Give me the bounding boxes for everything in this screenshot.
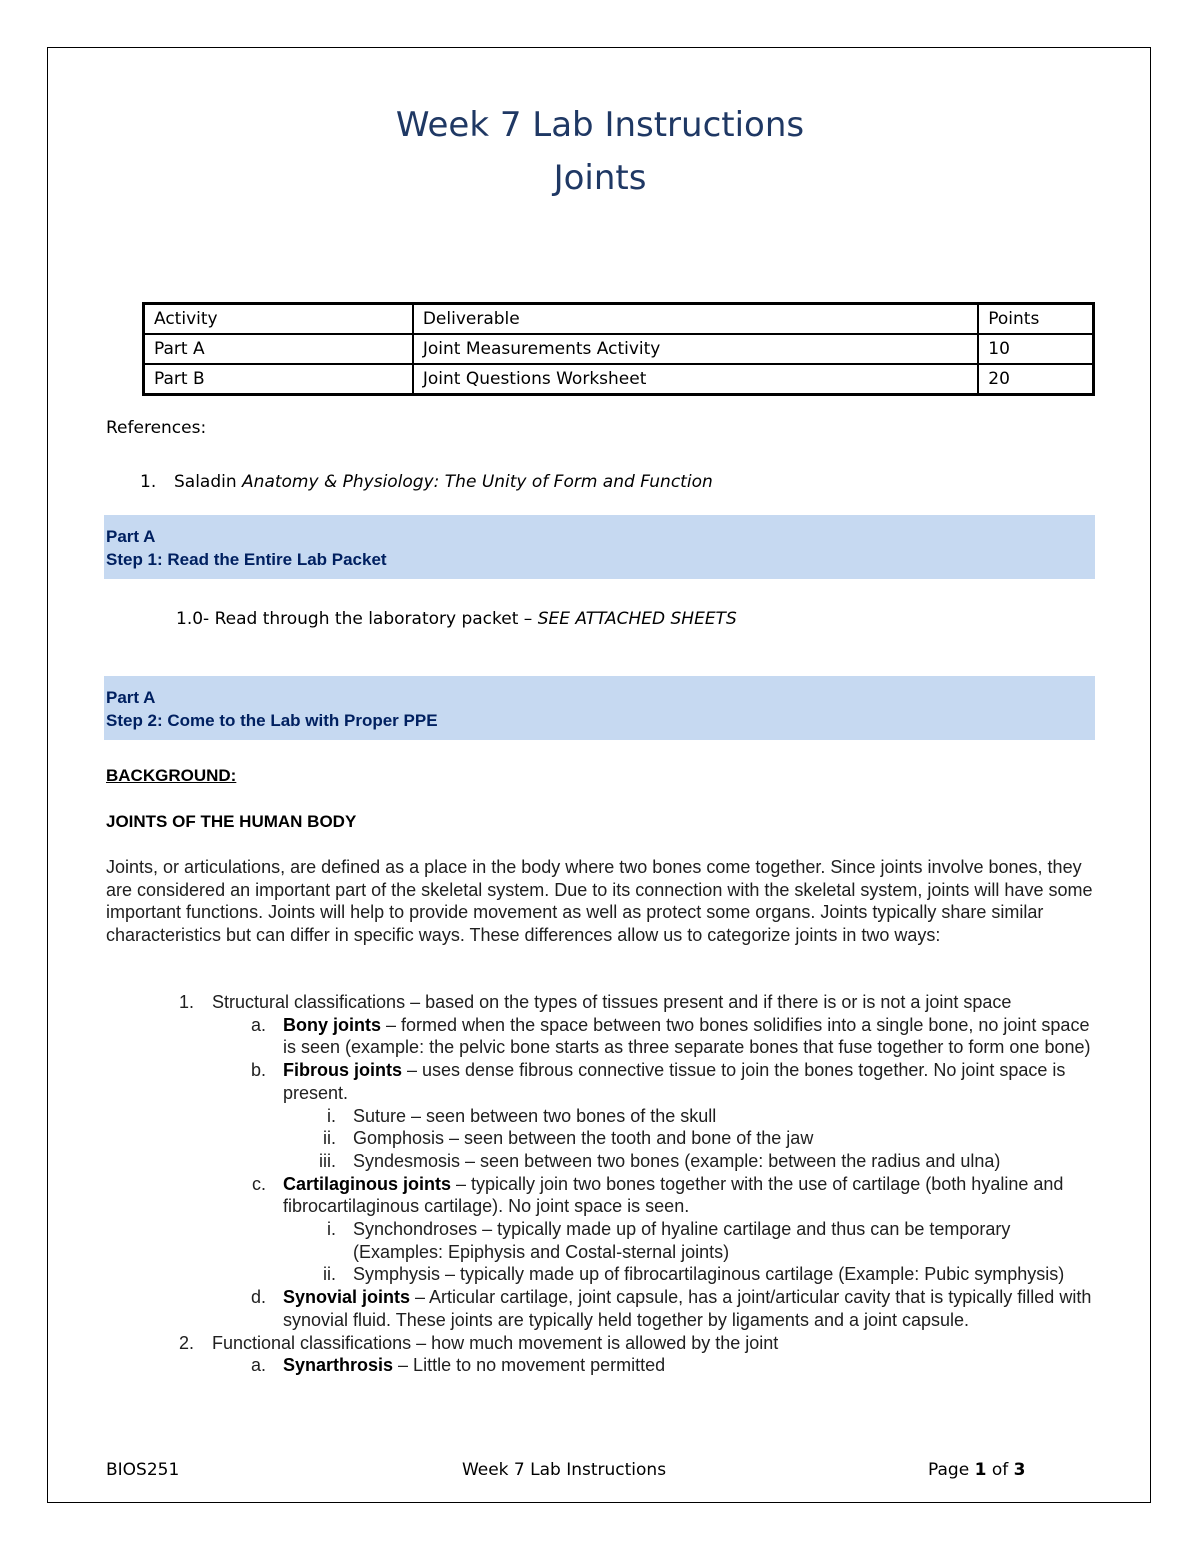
table-cell: 20 bbox=[978, 364, 1093, 394]
list-text: Synchondroses – typically made up of hyaline cartilage and thus can be temporary (Examples: Epiphysis and Costal-sternal joints) bbox=[353, 1219, 1011, 1262]
deliverables-table bbox=[142, 302, 1095, 396]
table-cell: Joint Questions Worksheet bbox=[413, 364, 978, 394]
list-item bbox=[106, 1332, 1096, 1355]
list-marker: a. bbox=[250, 1014, 266, 1035]
list-marker: i. bbox=[327, 1219, 336, 1240]
reference-item bbox=[140, 472, 713, 492]
list-item bbox=[106, 1354, 1096, 1377]
list-marker: 2. bbox=[178, 1332, 194, 1353]
list-item bbox=[106, 1173, 1096, 1218]
list-marker: 1. bbox=[178, 992, 194, 1012]
table-cell: Part A bbox=[144, 334, 413, 364]
list-term: Fibrous joints bbox=[283, 1060, 402, 1081]
page-subtitle: Joints bbox=[553, 158, 647, 198]
step1-heading: Step 1: Read the Entire Lab Packet bbox=[106, 550, 387, 569]
list-marker: d. bbox=[250, 1287, 266, 1308]
joints-subheading: JOINTS OF THE HUMAN BODY bbox=[106, 812, 357, 831]
table-cell: Part B bbox=[144, 364, 413, 394]
list-term: Bony joints bbox=[283, 1014, 381, 1035]
step1-banner bbox=[104, 515, 1095, 579]
table-row bbox=[144, 364, 1093, 394]
list-item bbox=[106, 1263, 1096, 1286]
list-item bbox=[106, 1014, 1096, 1059]
list-item bbox=[106, 991, 1096, 1014]
list-text: – Articular cartilage, joint capsule, has a joint/articular cavity that is typically filled with synovial fluid. These joints are typically held together by ligaments and a joint capsule. bbox=[283, 1287, 1092, 1330]
list-marker: c. bbox=[251, 1173, 266, 1194]
footer-page-prefix: Page bbox=[928, 1460, 970, 1480]
table-header-row bbox=[144, 304, 1093, 334]
list-item bbox=[106, 1105, 1096, 1128]
list-term: Cartilaginous joints bbox=[283, 1173, 452, 1194]
step2-part: Part A bbox=[106, 688, 156, 707]
footer-page-total: 3 bbox=[1013, 1460, 1026, 1480]
list-marker: b. bbox=[250, 1060, 266, 1081]
step2-heading: Step 2: Come to the Lab with Proper PPE bbox=[106, 711, 438, 730]
list-item bbox=[106, 1286, 1096, 1331]
reference-title: Anatomy & Physiology: The Unity of Form and Function bbox=[242, 472, 713, 492]
list-marker: iii. bbox=[319, 1150, 336, 1171]
list-item bbox=[106, 1127, 1096, 1150]
list-text: Symphysis – typically made up of fibrocartilaginous cartilage (Example: Pubic symphysis) bbox=[353, 1264, 1065, 1285]
list-item bbox=[106, 1059, 1096, 1104]
list-term: Synovial joints bbox=[283, 1287, 411, 1308]
table-header-cell: Points bbox=[978, 304, 1093, 334]
list-item bbox=[106, 1150, 1096, 1173]
table-row bbox=[144, 334, 1093, 364]
reference-number: 1. bbox=[140, 472, 157, 492]
list-text: Suture – seen between two bones of the skull bbox=[353, 1105, 717, 1126]
footer-course: BIOS251 bbox=[106, 1460, 180, 1480]
list-marker: a. bbox=[250, 1355, 266, 1376]
list-marker: i. bbox=[327, 1105, 336, 1126]
page-title: Week 7 Lab Instructions bbox=[395, 105, 805, 145]
instruction-text: Read through the laboratory packet – bbox=[214, 609, 533, 629]
list-text: Structural classifications – based on the types of tissues present and if there is or is not a joint space bbox=[212, 992, 1012, 1012]
list-text: – typically join two bones together with the use of cartilage (both hyaline and fibrocartilaginous cartilage). No joint space is seen. bbox=[283, 1173, 1064, 1217]
list-text: – Little to no movement permitted bbox=[393, 1355, 666, 1376]
footer-page-of: of bbox=[991, 1460, 1009, 1480]
references-label: References: bbox=[106, 418, 207, 438]
step1-instruction bbox=[176, 609, 737, 629]
list-text: Functional classifications – how much movement is allowed by the joint bbox=[212, 1332, 779, 1353]
reference-author: Saladin bbox=[174, 472, 237, 492]
table-header-cell: Activity bbox=[144, 304, 413, 334]
background-heading: BACKGROUND: bbox=[106, 766, 237, 785]
list-marker: ii. bbox=[323, 1264, 336, 1285]
list-text: Syndesmosis – seen between two bones (example: between the radius and ulna) bbox=[353, 1150, 1001, 1171]
instruction-emphasis: SEE ATTACHED SHEETS bbox=[537, 609, 737, 629]
background-paragraph: Joints, or articulations, are defined as a place in the body where two bones come together. Since joints involve bones, they are considered an important part of the skeletal system. Due to its connection with the skeletal system, joints will have some important functions. Joints will help to provide movement as well as protect some organs. Joints typically share similar characteristics but can differ in specific ways. These differences allow us to categorize joints in two ways: bbox=[106, 857, 1093, 946]
list-term: Synarthrosis bbox=[283, 1355, 394, 1376]
list-item bbox=[106, 1218, 1096, 1263]
table-cell: 10 bbox=[978, 334, 1093, 364]
classification-list bbox=[106, 991, 1096, 1377]
list-text: Gomphosis – seen between the tooth and bone of the jaw bbox=[353, 1128, 814, 1149]
list-text: – uses dense fibrous connective tissue to join the bones together. No joint space is present. bbox=[283, 1060, 1066, 1103]
table-cell: Joint Measurements Activity bbox=[413, 334, 978, 364]
step2-banner bbox=[104, 676, 1095, 740]
footer-page-number: 1 bbox=[974, 1460, 987, 1480]
footer-page bbox=[928, 1460, 1025, 1480]
footer-title: Week 7 Lab Instructions bbox=[461, 1460, 667, 1480]
table-header-cell: Deliverable bbox=[413, 304, 978, 334]
list-text: – formed when the space between two bones solidifies into a single bone, no joint space is seen (example: the pelvic bone starts as three separate bones that fuse together to form one bone) bbox=[283, 1014, 1091, 1058]
list-marker: ii. bbox=[323, 1128, 336, 1149]
instruction-number: 1.0- bbox=[176, 609, 210, 629]
step1-part: Part A bbox=[106, 527, 156, 546]
